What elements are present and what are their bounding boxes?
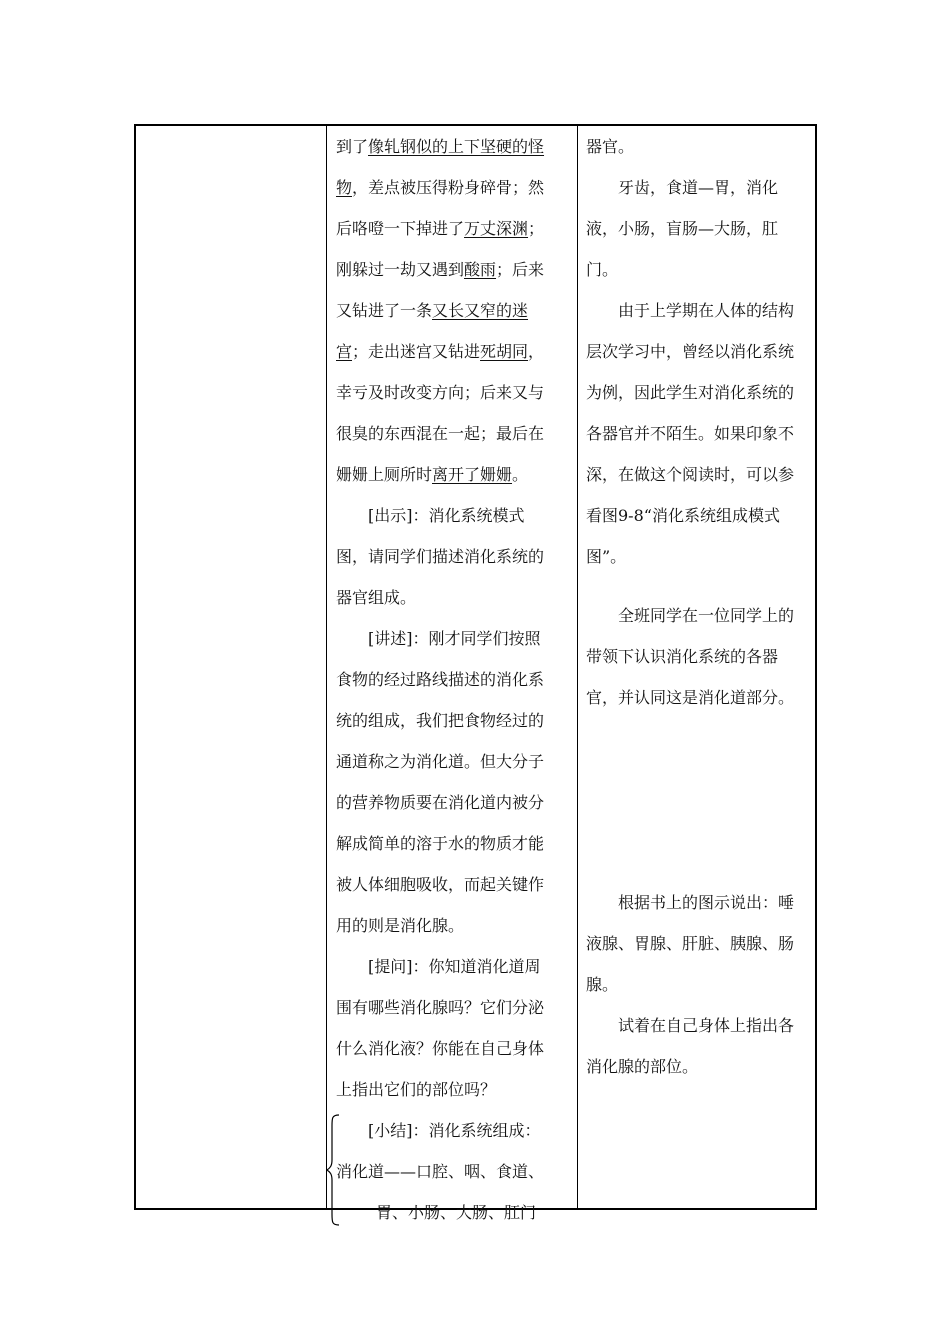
student-text: 试着在自己身体上指出各消化腺的部位。 <box>586 1016 795 1076</box>
student-text: 器官。 <box>586 137 635 156</box>
underlined-phrase: 又长又窄的迷宫 <box>336 301 529 361</box>
student-text: 全班同学在一位同学上的带领下认识消化系统的各器官，并认同这是消化道部分。 <box>586 606 795 707</box>
narration-paragraph: [讲述]：刚才同学们按照食物的经过路线描述的消化系统的组成，我们把食物经过的通道称之为消化道。但大分子的营养物质要在消化道内被分解成简单的溶于水的物质才能被人体细胞吸收，而起关键作用的则是消化腺。 <box>336 629 545 935</box>
column-divider-1 <box>326 126 327 1208</box>
teacher-activity-column <box>336 126 554 1233</box>
student-text: 根据书上的图示说出：唾液腺、胃腺、肝脏、胰腺、肠腺。 <box>586 893 795 994</box>
column-divider-2 <box>577 126 578 1208</box>
story-paragraph: 到了像轧钢似的上下坚硬的怪物，差点被压得粉身碎骨；然后咯噔一下掉进了万丈深渊；刚躲过一劫又遇到酸雨；后来又钻进了一条又长又窄的迷宫；走出迷宫又钻进死胡同，幸亏及时改变方向；后来又与很臭的东西混在一起；最后在姗姗上厕所时离开了姗姗。 <box>336 137 545 484</box>
summary-block <box>336 1110 554 1233</box>
summary-line: 消化道——口腔、咽、食道、 <box>336 1162 545 1181</box>
student-activity-column <box>586 126 808 1087</box>
underlined-phrase: 离开了姗姗 <box>432 465 513 484</box>
underlined-phrase: 万丈深渊 <box>464 219 529 238</box>
question-paragraph: [提问]：你知道消化道周围有哪些消化腺吗？它们分泌什么消化液？你能在自己身体上指出它们的部位吗？ <box>336 957 545 1099</box>
underlined-phrase: 像轧钢似的上下坚硬的怪物 <box>336 137 545 197</box>
summary-title: [小结]：消化系统组成： <box>368 1121 541 1140</box>
show-paragraph: [出示]：消化系统模式图，请同学们描述消化系统的器官组成。 <box>336 506 545 607</box>
underlined-phrase: 酸雨 <box>464 260 497 279</box>
brace-icon <box>326 1114 340 1226</box>
student-text: 由于上学期在人体的结构层次学习中，曾经以消化系统为例，因此学生对消化系统的各器官并不陌生。如果印象不深，在做这个阅读时，可以参看图9-8“消化系统组成模式图”。 <box>586 301 795 566</box>
student-text: 牙齿，食道—胃，消化液，小肠，盲肠—大肠，肛门。 <box>586 178 779 279</box>
underlined-phrase: 死胡同 <box>480 342 529 361</box>
lesson-table <box>134 124 817 1222</box>
summary-line: 胃、小肠、大肠、肛门 <box>376 1203 537 1222</box>
